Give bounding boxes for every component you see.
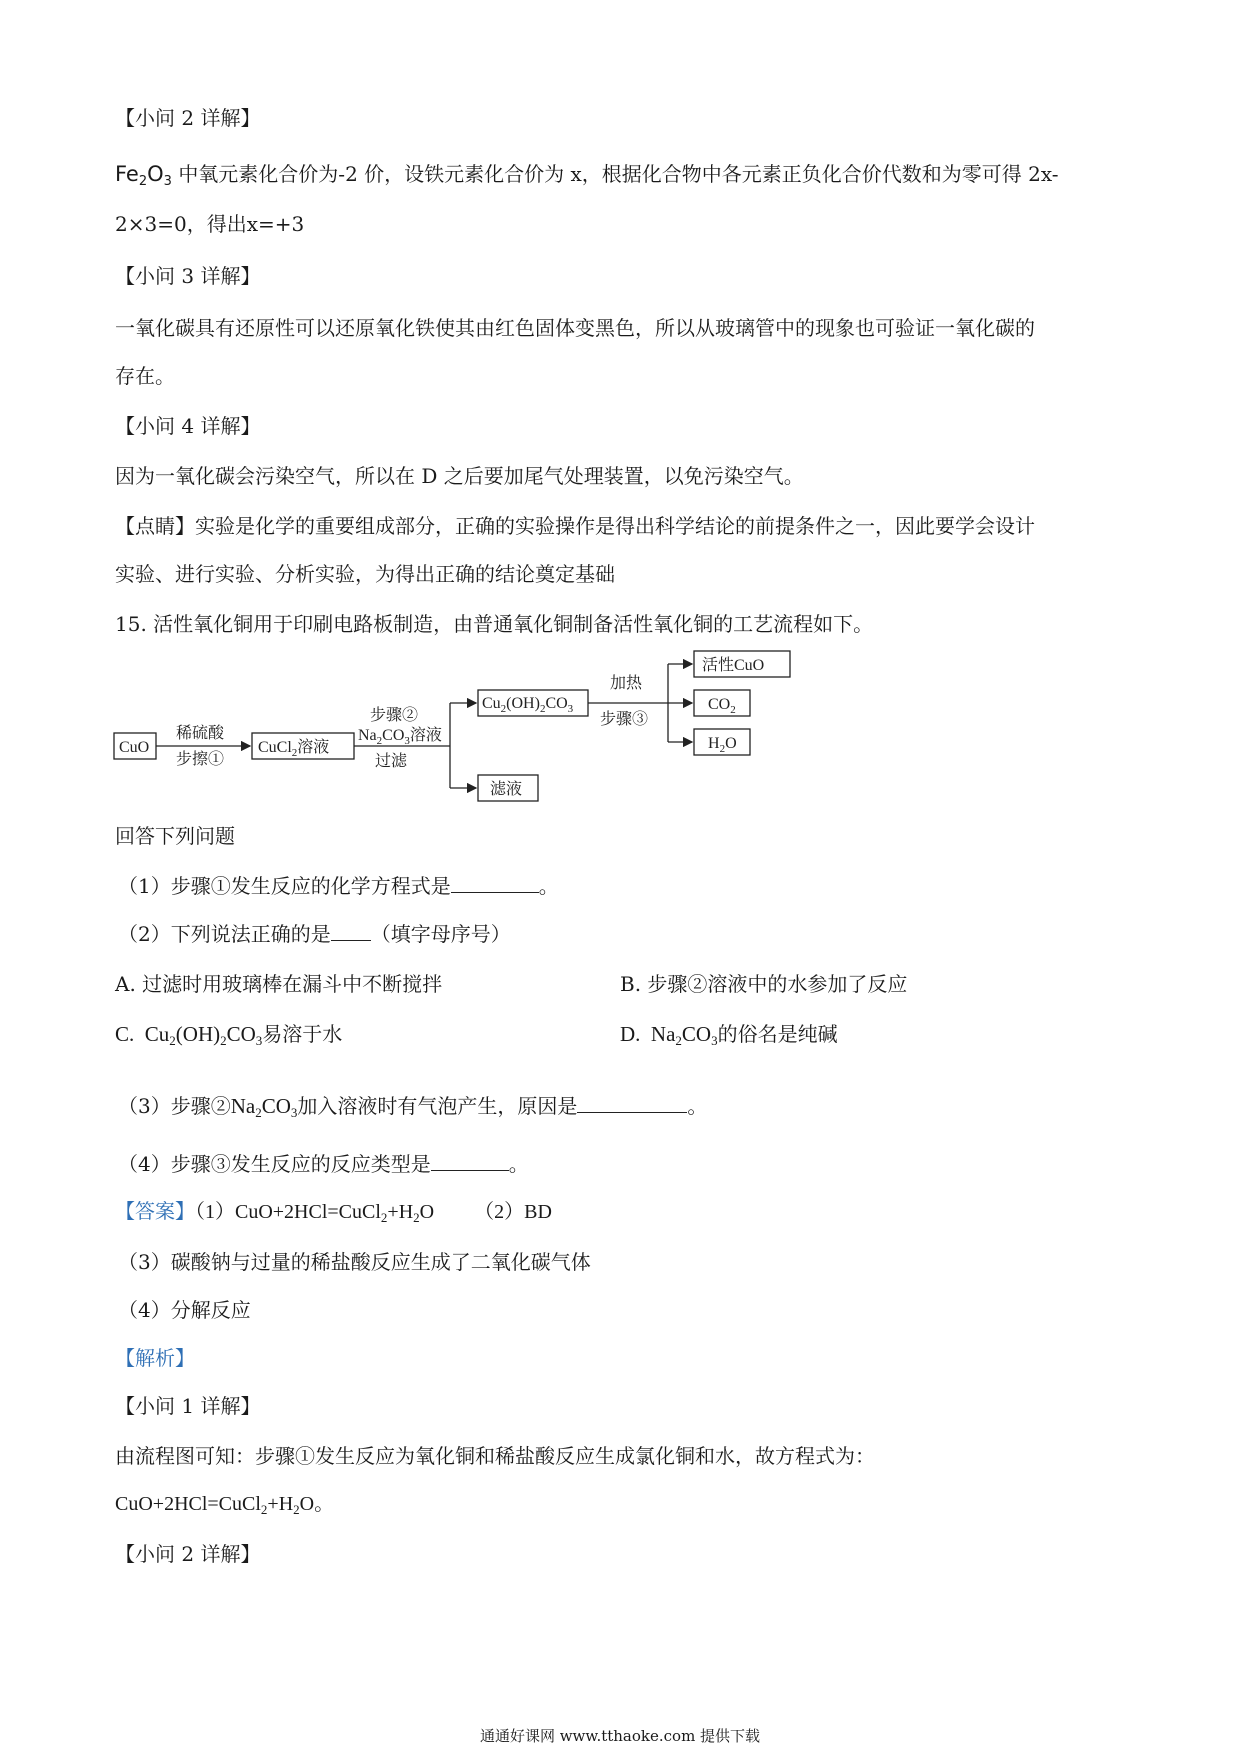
step1-label: 步擦① bbox=[176, 751, 225, 768]
answer-blank-2 bbox=[331, 922, 371, 941]
analysis-q2-heading: 【小问 2 详解】 bbox=[115, 1542, 261, 1566]
analysis-label: 【解析】 bbox=[115, 1346, 195, 1370]
dianjing-line1: 【点睛】实验是化学的重要组成部分，正确的实验操作是得出科学结论的前提条件之一，因此要学会设计 bbox=[115, 514, 1035, 538]
q4-heading: 【小问 4 详解】 bbox=[115, 414, 261, 438]
answer-prompt: 回答下列问题 bbox=[115, 824, 235, 848]
analysis-q1-equation: $CuO+2HCl=CuCl_2+H_2O$。 bbox=[115, 1493, 335, 1517]
option-d: D. $Na_2CO_3$的俗名是纯碱 bbox=[620, 1022, 838, 1048]
na2co3-label: $Na_2CO_3$溶液 bbox=[358, 727, 442, 747]
cuo-label: CuO bbox=[119, 739, 150, 756]
heat-label: 加热 bbox=[610, 675, 643, 692]
q2-heading: 【小问 2 详解】 bbox=[115, 106, 261, 130]
answer-label: 【答案】 bbox=[115, 1201, 195, 1223]
subquestion-1: （1）步骤①发生反应的化学方程式是 。 bbox=[118, 874, 559, 898]
acid-label: 稀硫酸 bbox=[176, 725, 225, 742]
q3-explanation-line2: 存在。 bbox=[115, 364, 175, 388]
active-cuo-label: 活性CuO bbox=[702, 657, 765, 674]
subquestion-2: （2）下列说法正确的是 （填字母序号） bbox=[118, 922, 511, 946]
analysis-q1-heading: 【小问 1 详解】 bbox=[115, 1394, 261, 1418]
answer-3: （3）碳酸钠与过量的稀盐酸反应生成了二氧化碳气体 bbox=[118, 1250, 591, 1274]
cucl2-label: CuCl$_2$溶液 bbox=[258, 739, 330, 759]
q2-explanation-line2: 2×3=0，得出x=+3 bbox=[115, 212, 305, 236]
option-a: A. 过滤时用玻璃棒在漏斗中不断搅拌 bbox=[115, 972, 443, 996]
answer-blank-4 bbox=[431, 1152, 509, 1171]
q4-explanation: 因为一氧化碳会污染空气，所以在 D 之后要加尾气处理装置，以免污染空气。 bbox=[115, 464, 804, 488]
h2o-label: $H_2O$ bbox=[708, 735, 737, 755]
footer-source: 通通好课网 www.tthaoke.com 提供下载 bbox=[479, 1727, 761, 1745]
analysis-q1-text: 由流程图可知：步骤①发生反应为氧化铜和稀盐酸反应生成氯化铜和水，故方程式为： bbox=[115, 1444, 875, 1468]
question-15-stem: 15. 活性氧化铜用于印刷电路板制造，由普通氧化铜制备活性氧化铜的工艺流程如下。 bbox=[115, 612, 874, 636]
answer-line1: 【答案】$(1)CuO+2HCl=CuCl_2+H_2O$ （2）BD bbox=[115, 1201, 552, 1225]
step2-label: 步骤② bbox=[370, 707, 419, 724]
q3-heading: 【小问 3 详解】 bbox=[115, 264, 261, 288]
process-flow-diagram bbox=[110, 648, 820, 808]
precipitate-label: $Cu_2(OH)_2CO_3$ bbox=[482, 695, 574, 715]
filtrate-label: 滤液 bbox=[490, 781, 523, 798]
filter-label: 过滤 bbox=[375, 753, 408, 770]
subquestion-4: （4）步骤③发生反应的反应类型是 。 bbox=[118, 1152, 529, 1176]
dianjing-line2: 实验、进行实验、分析实验，为得出正确的结论奠定基础 bbox=[115, 562, 615, 586]
answer-blank-1 bbox=[451, 874, 539, 893]
q3-explanation-line1: 一氧化碳具有还原性可以还原氧化铁使其由红色固体变黑色，所以从玻璃管中的现象也可验证一氧化碳的 bbox=[115, 316, 1035, 340]
answer-blank-3 bbox=[577, 1094, 687, 1113]
q2-explanation-line1: $Fe_2O_3$ 中氧元素化合价为-2 价，设铁元素化合价为 x，根据化合物中各元素正负化合价代数和为零可得 2x- bbox=[115, 162, 1059, 189]
co2-label: $CO_2$ bbox=[708, 696, 736, 716]
option-c: C. $Cu_2(OH)_2CO_3$易溶于水 bbox=[115, 1022, 343, 1048]
step3-label: 步骤③ bbox=[600, 711, 649, 728]
answer-4: （4）分解反应 bbox=[118, 1298, 251, 1322]
option-b: B. 步骤②溶液中的水参加了反应 bbox=[620, 972, 908, 996]
subquestion-3: （3）步骤$②Na_2CO_3$加入溶液时有气泡产生，原因是 。 bbox=[118, 1094, 708, 1120]
